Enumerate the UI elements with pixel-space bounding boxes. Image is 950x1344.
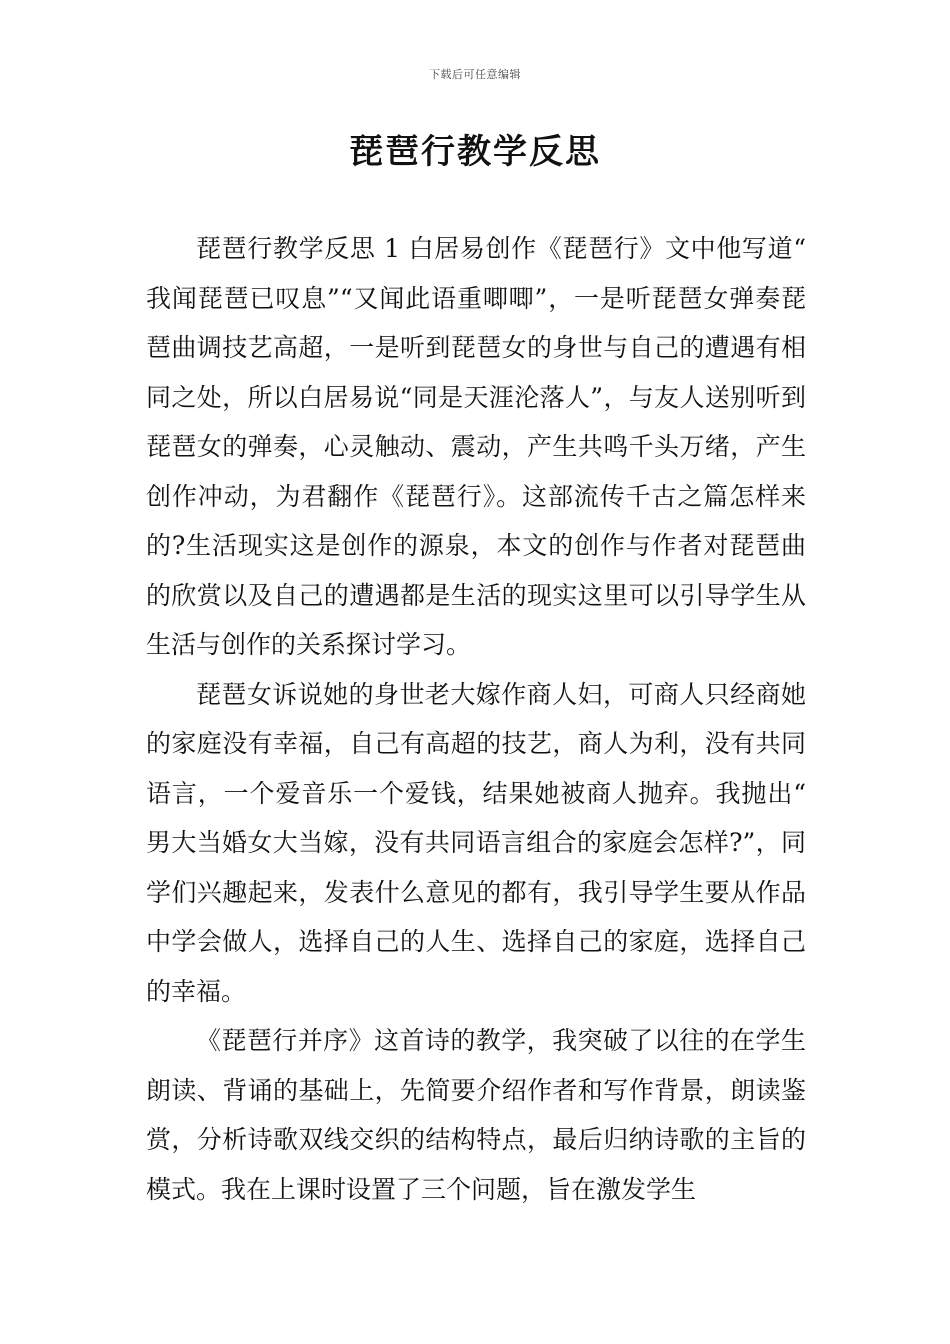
document-body <box>146 224 806 1214</box>
paragraph: 琵琶行教学反思 1 白居易创作《琵琶行》文中他写道“我闻琵琶已叹息”“又闻此语重唧唧”，一是听琵琶女弹奏琵琶曲调技艺高超，一是听到琵琶女的身世与自己的遭遇有相同之处，所以白居易说“同是天涯沦落人”，与友人送别听到琵琶女的弹奏，心灵触动、震动，产生共鸣千头万绪，产生创作冲动，为君翻作《琵琶行》。这部流传千古之篇怎样来的?生活现实这是创作的源泉，本文的创作与作者对琵琶曲的欣赏以及自己的遭遇都是生活的现实这里可以引导学生从生活与创作的关系探讨学习。 <box>146 234 806 659</box>
header-note: 下载后可任意编辑 <box>429 68 521 81</box>
paragraph: 琵琶女诉说她的身世老大嫁作商人妇，可商人只经商她的家庭没有幸福，自己有高超的技艺，商人为利，没有共同语言，一个爱音乐一个爱钱，结果她被商人抛弃。我抛出“男大当婚女大当嫁，没有共同语言组合的家庭会怎样?”，同学们兴趣起来，发表什么意见的都有，我引导学生要从作品中学会做人，选择自己的人生、选择自己的家庭，选择自己的幸福。 <box>146 679 806 1006</box>
document-title: 琵琶行教学反思 <box>349 132 601 172</box>
paragraph: 《琵琶行并序》这首诗的教学，我突破了以往的在学生朗读、背诵的基础上，先简要介绍作者和写作背景，朗读鉴赏，分析诗歌双线交织的结构特点，最后归纳诗歌的主旨的模式。我在上课时设置了三个问题，旨在激发学生 <box>146 1026 806 1204</box>
